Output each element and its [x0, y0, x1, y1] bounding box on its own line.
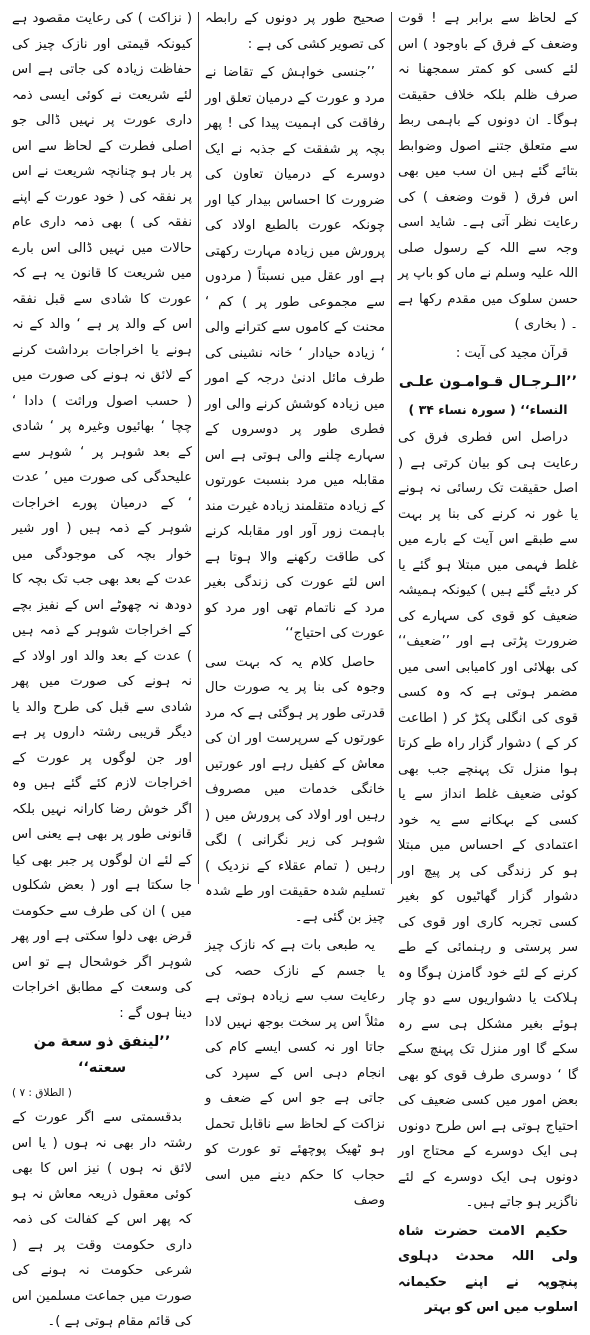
paragraph: کے لحاظ سے برابر ہے ! قوت وضعف کے فرق کے باوجود ) اس لئے کسی کو کمتر سمجھنا نہ صرف ظلم بلکہ خلاف حقیقت ہوگا۔ ان دونوں کے باہمی ربط سے متعلق جتنے اصول وضوابط بتائے گئے ہیں ان سب میں بھی اس فرق ( قوت وضعف ) کی رعایت نظر آتی ہے۔ شاید اسی وجہ سے اللہ کے رسول صلی اللہ علیہ وسلم نے ماں کو باپ پر حسن سلوک میں مقدم رکھا ہے ۔ ( بخاری ) [398, 11, 578, 332]
quran-quote-reference: ( الطلاق : ۷ ) [12, 1087, 72, 1099]
quran-quote: ’’لينفق ذو سعة من سعته‘‘ [33, 1034, 171, 1076]
quoted-passage: ’’جنسی خواہش کے تقاضا نے مرد و عورت کے درمیان تعلق اور رفاقت کی اہمیت پیدا کی ! پھر بچہ پر شفقت کے جذبہ نے ایک دوسرے کے درمیان تعاون کی ضرورت کا احساس بیدار کیا اور چونکہ عورت بالطبع اولاد کی پرورش میں زیادہ مہارت رکھتی ہے اور عقل میں نسبتاً ( مردوں سے مجموعی طور پر ) کم ‘ محنت کے کاموں سے کترانے والی ‘ زیادہ حیادار ‘ خانہ نشینی کی طرف مائل ادنیٰ درجہ کے امور میں زیادہ کوشش کرنے والی اور فطری طور پر دوسروں کے سہارے چلنے والی ہوتی ہے اس مقابلہ میں مرد بنسبت عورتوں کے زیادہ متقلمند زیادہ غیرت مند باہمت زور آور اور مقابلہ کرنے کی طاقت رکھنے والا ہوتا ہے اس لئے عورت کی زندگی بغیر مرد کے ناتمام تھی اور مرد کو عورت کی احتیاج‘‘ [205, 65, 385, 641]
paragraph: ( نزاکت ) کی رعایت مقصود ہے کیونکہ قیمتی اور نازک چیز کی حفاظت زیادہ کی جاتی ہے اس لئے شریعت نے کوئی ایسی ذمہ داری عورت پر نہیں ڈالی جو اصلی فطرت کے لحاظ سے اس پر بار ہو چنانچہ شریعت نے اس پر نفقہ کی ( خود عورت کے اپنے نفقہ کی ) بھی ذمہ داری عام حالات میں نہیں ڈالی اس بارے میں شریعت کا قانون یہ ہے کہ عورت کا شادی سے قبل نفقہ اس کے والد پر ہے ‘ والد کے نہ ہونے یا اخراجات برداشت کرنے کے لائق نہ ہونے کی صورت میں ( حسب اصول وراثت ) دادا ‘ چچا ‘ بھائیوں وغیرہ پر ‘ شادی کے بعد شوہر پر ‘ شوہر سے علیحدگی کی صورت میں ’ عدت ‘ کے درمیان پورے اخراجات شوہر کے ذمہ ہیں ( اور شیر خوار بچہ کی موجودگی میں عدت کے بعد بھی جب تک بچہ کا دودھ نہ چھوٹے اس کے نفیز بچے کے اخراجات شوہر کے ذمہ ہیں ) عدت کے بعد والد اور اولاد کے نہ ہونے کی صورت میں پھر شادی سے قبل کی طرح والد یا دیگر قریبی رشتہ داروں پر ہے اور جن لوگوں پر عورت کے اخراجات لازم کئے گئے ہیں وہ اگر خوش رضا کارانہ نہیں بلکہ قانونی طور پر بھی ہے یعنی اس کے لئے ان لوگوں پر جبر بھی کیا جا سکتا ہے اور ( بعض شکلوں میں ) ان کی طرف سے حکومت قرض بھی دلوا سکتی ہے اور پھر شوہر اگر خوشحال ہے تو اس کی وسعت کے مطابق اخراجات دینا ہوں گے : [12, 11, 192, 1021]
quran-quote-reference: النساء‘‘ ( سورہ نساء ۳۴ ) [408, 402, 568, 417]
paragraph: صحیح طور پر دونوں کے رابطہ کی تصویر کشی کی ہے : [205, 11, 385, 52]
text-column-left [6, 6, 198, 1329]
quran-quote: ’’الـرجـال قـوامـون علـى [398, 374, 578, 390]
column-divider [198, 12, 199, 884]
column-divider [391, 12, 392, 884]
paragraph: بدقسمتی سے اگر عورت کے رشتہ دار بھی نہ ہوں ( یا اس لائق نہ ہوں ) نیز اس کا بھی کوئی معقول ذریعہ معاش نہ ہو کہ پھر اس کے کفالت کی ذمہ داری حکومت وقت پر ہے ( شرعی حکومت نہ ہونے کی صورت میں جماعت مسلمین اس کی قائم مقام ہوتی ہے )۔ [12, 1110, 192, 1329]
paragraph: دراصل اس فطری فرق کی رعایت ہی کو بیان کرتی ہے ( اصل حقیقت تک رسائی نہ ہونے یا غور نہ کرنے کی بنا پر بہت سے طبقے اس آیت کے بارے میں غلط فہمی میں مبتلا ہو گئے یا کر دیئے گئے ہیں ) کیونکہ ہمیشہ ضعیف کو قوی کی سہارے کی ضرورت پڑتی ہے اور ’’ضعیف‘‘ کی بھلائی اور کامیابی اسی میں مضمر ہوتی ہے کہ وہ کسی قوی کی انگلی پکڑ کر ( اطاعت کر کے ) دشوار گزار راہ طے کرتا ہوا منزل تک پہنچے جب بھی کوئی ضعیف غلط انداز سے یا کسی کے بہکانے سے یہ خود اعتمادی کے احساس میں مبتلا ہو کر زندگی کی پر پیچ اور دشوار گزار گھاٹیوں کو بغیر کسی تجربہ کاری اور قوی کی سر پرستی و رہنمائی کے طے کرنے کے لئے خود گامزن ہوگا وہ ہلاکت یا دشواریوں سے دو چار ہوئے بغیر مشکل ہی سے رہ سکے گا اور منزل تک پہنچ سکے گا ‘ دوسری طرف قوی کو بھی بعض امور میں کسی ضعیف کی احتیاج ہوتی ہے اس طرح دونوں ہی ایک دوسرے کے محتاج اور دونوں ہی ایک دوسرے کے لئے ناگزیر ہو جاتے ہیں۔ [398, 430, 578, 1210]
paragraph: حکیم الامت حضرت شاہ ولی اللہ محدث دہلوی پنچوپہ نے اپنے حکیمانہ اسلوب میں اس کو بہتر [398, 1223, 578, 1315]
paragraph: یہ طبعی بات ہے کہ نازک چیز یا جسم کے نازک حصہ کی رعایت سب سے زیادہ ہوتی ہے مثلاً اس پر سخت بوجھ نہیں لادا جاتا اور نہ کسی ایسے کام کی انجام دہی اس کے سپرد کی جاتی ہے جو اس کے ضعف و نزاکت کے لحاظ سے ناقابل تحمل ہو ٹھیک پوچھئے تو عورت کو حجاب کا حکم دینے میں اسی وصف [205, 938, 385, 1208]
text-column-middle [199, 6, 391, 1208]
paragraph: قرآن مجید کی آیت : [455, 345, 568, 361]
paragraph: حاصل کلام یہ کہ بہت سی وجوہ کی بنا پر یہ صورت حال قدرتی طور پر ہوگئی ہے کہ مرد عورتوں کے سرپرست اور ان کی معاش کے کفیل رہے اور عورتیں خانگی خدمات میں مصروف رہیں اور اولاد کی پرورش میں ( شوہر کی زیر نگرانی ) لگی رہیں ( تمام عقلاء کے نزدیک ) تسلیم شدہ حقیقت اور طے شدہ چیز بن گئی ہے۔ [205, 654, 385, 925]
text-column-right [392, 6, 584, 1315]
